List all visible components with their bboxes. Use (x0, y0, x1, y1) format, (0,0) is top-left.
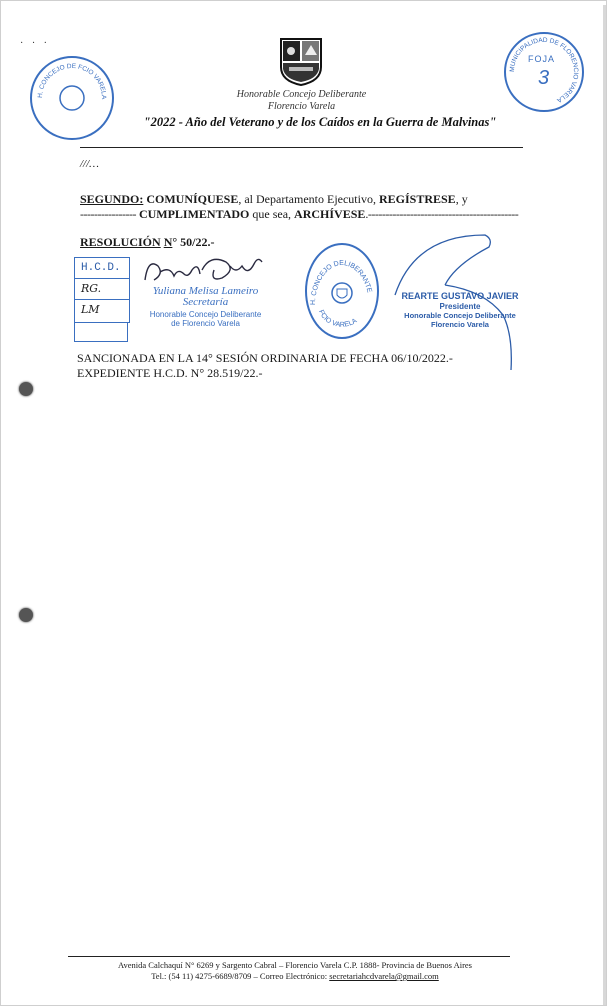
oval-bottom-text: FCIO VARELA (317, 308, 359, 329)
left-stamp-circle (30, 56, 114, 140)
continuation-mark: ///… (80, 158, 99, 170)
resolution-number (80, 235, 215, 250)
foja-number: 3 (538, 67, 550, 89)
segundo-line-2 (80, 207, 522, 221)
resolution-value: ° 50/22.- (172, 235, 215, 249)
resolution-n: N (163, 235, 173, 249)
segundo-text-b: , y (455, 192, 468, 206)
secretary-org-line-1: Honorable Concejo Deliberante (149, 310, 262, 319)
footer-contact (80, 971, 510, 981)
left-ring-text: H. CONCEJO DE FCIO VARELA (36, 62, 108, 100)
president-name: REARTE GUSTAVO JAVIER (401, 291, 519, 301)
footer-contact-prefix: Tel.: (54 11) 4275-6689/8709 – Correo Electrónico: (151, 971, 330, 981)
foja-stamp (504, 32, 584, 112)
president-org-line-2: Florencio Varela (431, 320, 489, 329)
president-role: Presidente (439, 302, 481, 311)
hcd-row-rg: RG. (75, 279, 129, 300)
president-org-line-1: Honorable Concejo Deliberante (404, 311, 516, 320)
hcd-row-title: H.C.D. (75, 258, 129, 279)
segundo-text-c: que sea, (249, 207, 295, 221)
year-motto: "2022 - Año del Veterano y de los Caídos en la Guerra de Malvinas" (143, 115, 497, 129)
segundo-label: SEGUNDO: (80, 192, 144, 206)
concejo-oval-stamp (305, 243, 379, 339)
institution-city: Florencio Varela (267, 101, 336, 112)
secretary-org-line-2: de Florencio Varela (171, 319, 240, 328)
dash-fill-left: ---------------- (80, 207, 136, 221)
crest-logo (279, 37, 323, 87)
oval-top-text: H. CONCEJO DELIBERANTE (309, 259, 373, 306)
segundo-text-a: , al Departamento Ejecutivo, (238, 192, 379, 206)
footer-email-link[interactable]: secretariahcdvarela@gmail.com (329, 971, 439, 981)
hcd-registry-box (74, 257, 130, 323)
secretary-role: Secretaría (182, 296, 229, 308)
footer-address: Avenida Calchaquí N° 6269 y Sargento Cabral – Florencio Varela C.P. 1888- Provincia de Buenos Aires (118, 960, 472, 970)
secretary-name: Yuliana Melisa Lameiro (152, 285, 259, 297)
secretary-signature (140, 252, 270, 288)
svg-text:H. CONCEJO DE FCIO VARELA (37, 63, 107, 100)
institution-name: Honorable Concejo Deliberante (236, 89, 367, 100)
dash-fill-right: .------------------------------------------- (365, 207, 519, 221)
registrese-word: REGÍSTRESE (378, 192, 456, 206)
hcd-row-initials: LM (81, 303, 100, 316)
left-edge-stamp (36, 56, 112, 148)
footer-rule (68, 956, 510, 957)
concejo-oval-ring (307, 245, 377, 337)
session-line: SANCIONADA EN LA 14° SESIÓN ORDINARIA DE FECHA 06/10/2022.- (77, 351, 453, 365)
punch-hole-top (19, 382, 33, 396)
header-rule (80, 147, 523, 148)
archivese-word: ARCHÍVESE (294, 207, 366, 221)
resolution-label: RESOLUCIÓN (80, 235, 161, 249)
left-stamp-ring (32, 58, 112, 138)
foja-ring-text: MUNICIPALIDAD DE FLORENCIO VARELA (508, 36, 580, 104)
corner-dots: · · · (20, 38, 50, 49)
svg-text:FCIO VARELA (317, 309, 359, 329)
comuniquese-word: COMUNÍQUESE (146, 192, 239, 206)
cumplimentado-word: CUMPLIMENTADO (138, 207, 250, 221)
expediente-line: EXPEDIENTE H.C.D. N° 28.519/22.- (77, 366, 263, 380)
foja-label: FOJA (528, 54, 556, 64)
hcd-box-extra-cell (74, 322, 128, 342)
punch-hole-bottom (19, 608, 33, 622)
segundo-line-1 (80, 192, 522, 206)
